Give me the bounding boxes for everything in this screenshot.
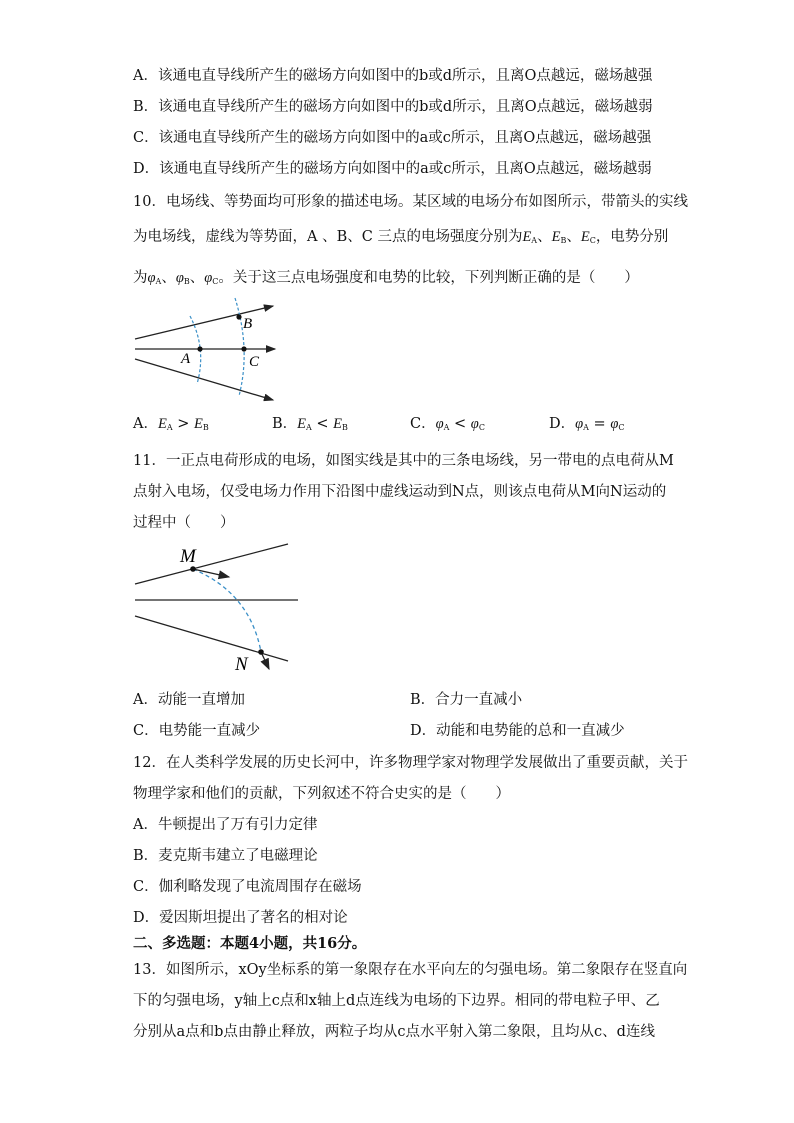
q10-point-b (236, 314, 241, 319)
q12-option-d: D．爱因斯坦提出了著名的相对论 (133, 910, 348, 926)
q11-stem-line1: 11．一正点电荷形成的电场，如图实线是其中的三条电场线，另一带电的点电荷从M (133, 453, 674, 469)
q10-label-a: A (181, 351, 191, 367)
q11-point-n (258, 649, 264, 655)
q11-velocity-arrow-m (193, 569, 229, 577)
q12-option-b: B．麦克斯韦建立了电磁理论 (133, 848, 318, 864)
q11-field-line-top (135, 544, 288, 584)
q13-stem-line3: 分别从a点和b点由静止释放，两粒子均从c点水平射入第二象限，且均从c、d连线 (133, 1024, 655, 1040)
q11-field-figure (125, 538, 305, 678)
q10-stem-line1: 10．电场线、等势面均可形象的描述电场。某区域的电场分布如图所示，带箭头的实线 (133, 194, 688, 210)
q10-stem-line2: 为电场线，虚线为等势面，A 、B、C 三点的电场强度分别为$E_A$、$E_B$、$E_C$，电势分别 (133, 229, 669, 245)
q10-field-line-top (135, 306, 273, 339)
q10-option-c: C．$\varphi_A < \varphi_C$ (410, 416, 485, 432)
q12-option-a: A．牛顿提出了万有引力定律 (133, 817, 318, 833)
q12-stem-line2: 物理学家和他们的贡献，下列叙述不符合史实的是（ ） (133, 786, 510, 802)
q11-point-m (190, 566, 196, 572)
q11-option-d: D．动能和电势能的总和一直减少 (410, 723, 625, 739)
q10-label-c: C (249, 354, 260, 370)
q13-stem-line1: 13．如图所示，xOy坐标系的第一象限存在水平向左的匀强电场。第二象限存在竖直向 (133, 962, 688, 978)
q9-option-b: B．该通电直导线所产生的磁场方向如图中的b或d所示，且离O点越远，磁场越弱 (133, 99, 653, 115)
q10-option-d: D．$\varphi_A = \varphi_C$ (549, 416, 625, 432)
q11-field-line-bottom (135, 616, 288, 661)
q10-point-c (241, 346, 246, 351)
q12-stem-line1: 12．在人类科学发展的历史长河中，许多物理学家对物理学发展做出了重要贡献，关于 (133, 755, 688, 771)
q10-point-a (197, 346, 202, 351)
q10-field-figure (125, 296, 285, 406)
q11-label-m: M (180, 546, 196, 567)
q10-option-a: A．$E_A > E_B$ (133, 416, 209, 432)
q10-label-b: B (243, 316, 253, 332)
q10-option-b: B．$E_A < E_B$ (272, 416, 348, 432)
q10-stem-line3: 为$\varphi_A$、$\varphi_B$、$\varphi_C$。关于这三点电场强度和电势的比较，下列判断正确的是（ ） (133, 270, 639, 286)
q11-label-n: N (235, 654, 248, 675)
q9-option-a: A．该通电直导线所产生的磁场方向如图中的b或d所示，且离O点越远，磁场越强 (133, 68, 653, 84)
q11-option-c: C．电势能一直减少 (133, 723, 261, 739)
q12-option-c: C．伽利略发现了电流周围存在磁场 (133, 879, 362, 895)
q9-option-d: D．该通电直导线所产生的磁场方向如图中的a或c所示，且离O点越远，磁场越弱 (133, 161, 652, 177)
q11-stem-line3: 过程中（ ） (133, 515, 235, 531)
q11-stem-line2: 点射入电场，仅受电场力作用下沿图中虚线运动到N点，则该点电荷从M向N运动的 (133, 484, 667, 500)
q11-option-a: A．动能一直增加 (133, 692, 245, 708)
q11-option-b: B．合力一直减小 (410, 692, 523, 708)
q9-option-c: C．该通电直导线所产生的磁场方向如图中的a或c所示，且离O点越远，磁场越强 (133, 130, 652, 146)
section-heading-multiple-choice: 二、多选题：本题4小题，共16分。 (133, 935, 367, 952)
q13-stem-line2: 下的匀强电场，y轴上c点和x轴上d点连线为电场的下边界。相同的带电粒子甲、乙 (133, 993, 660, 1009)
q11-trajectory (193, 569, 261, 652)
